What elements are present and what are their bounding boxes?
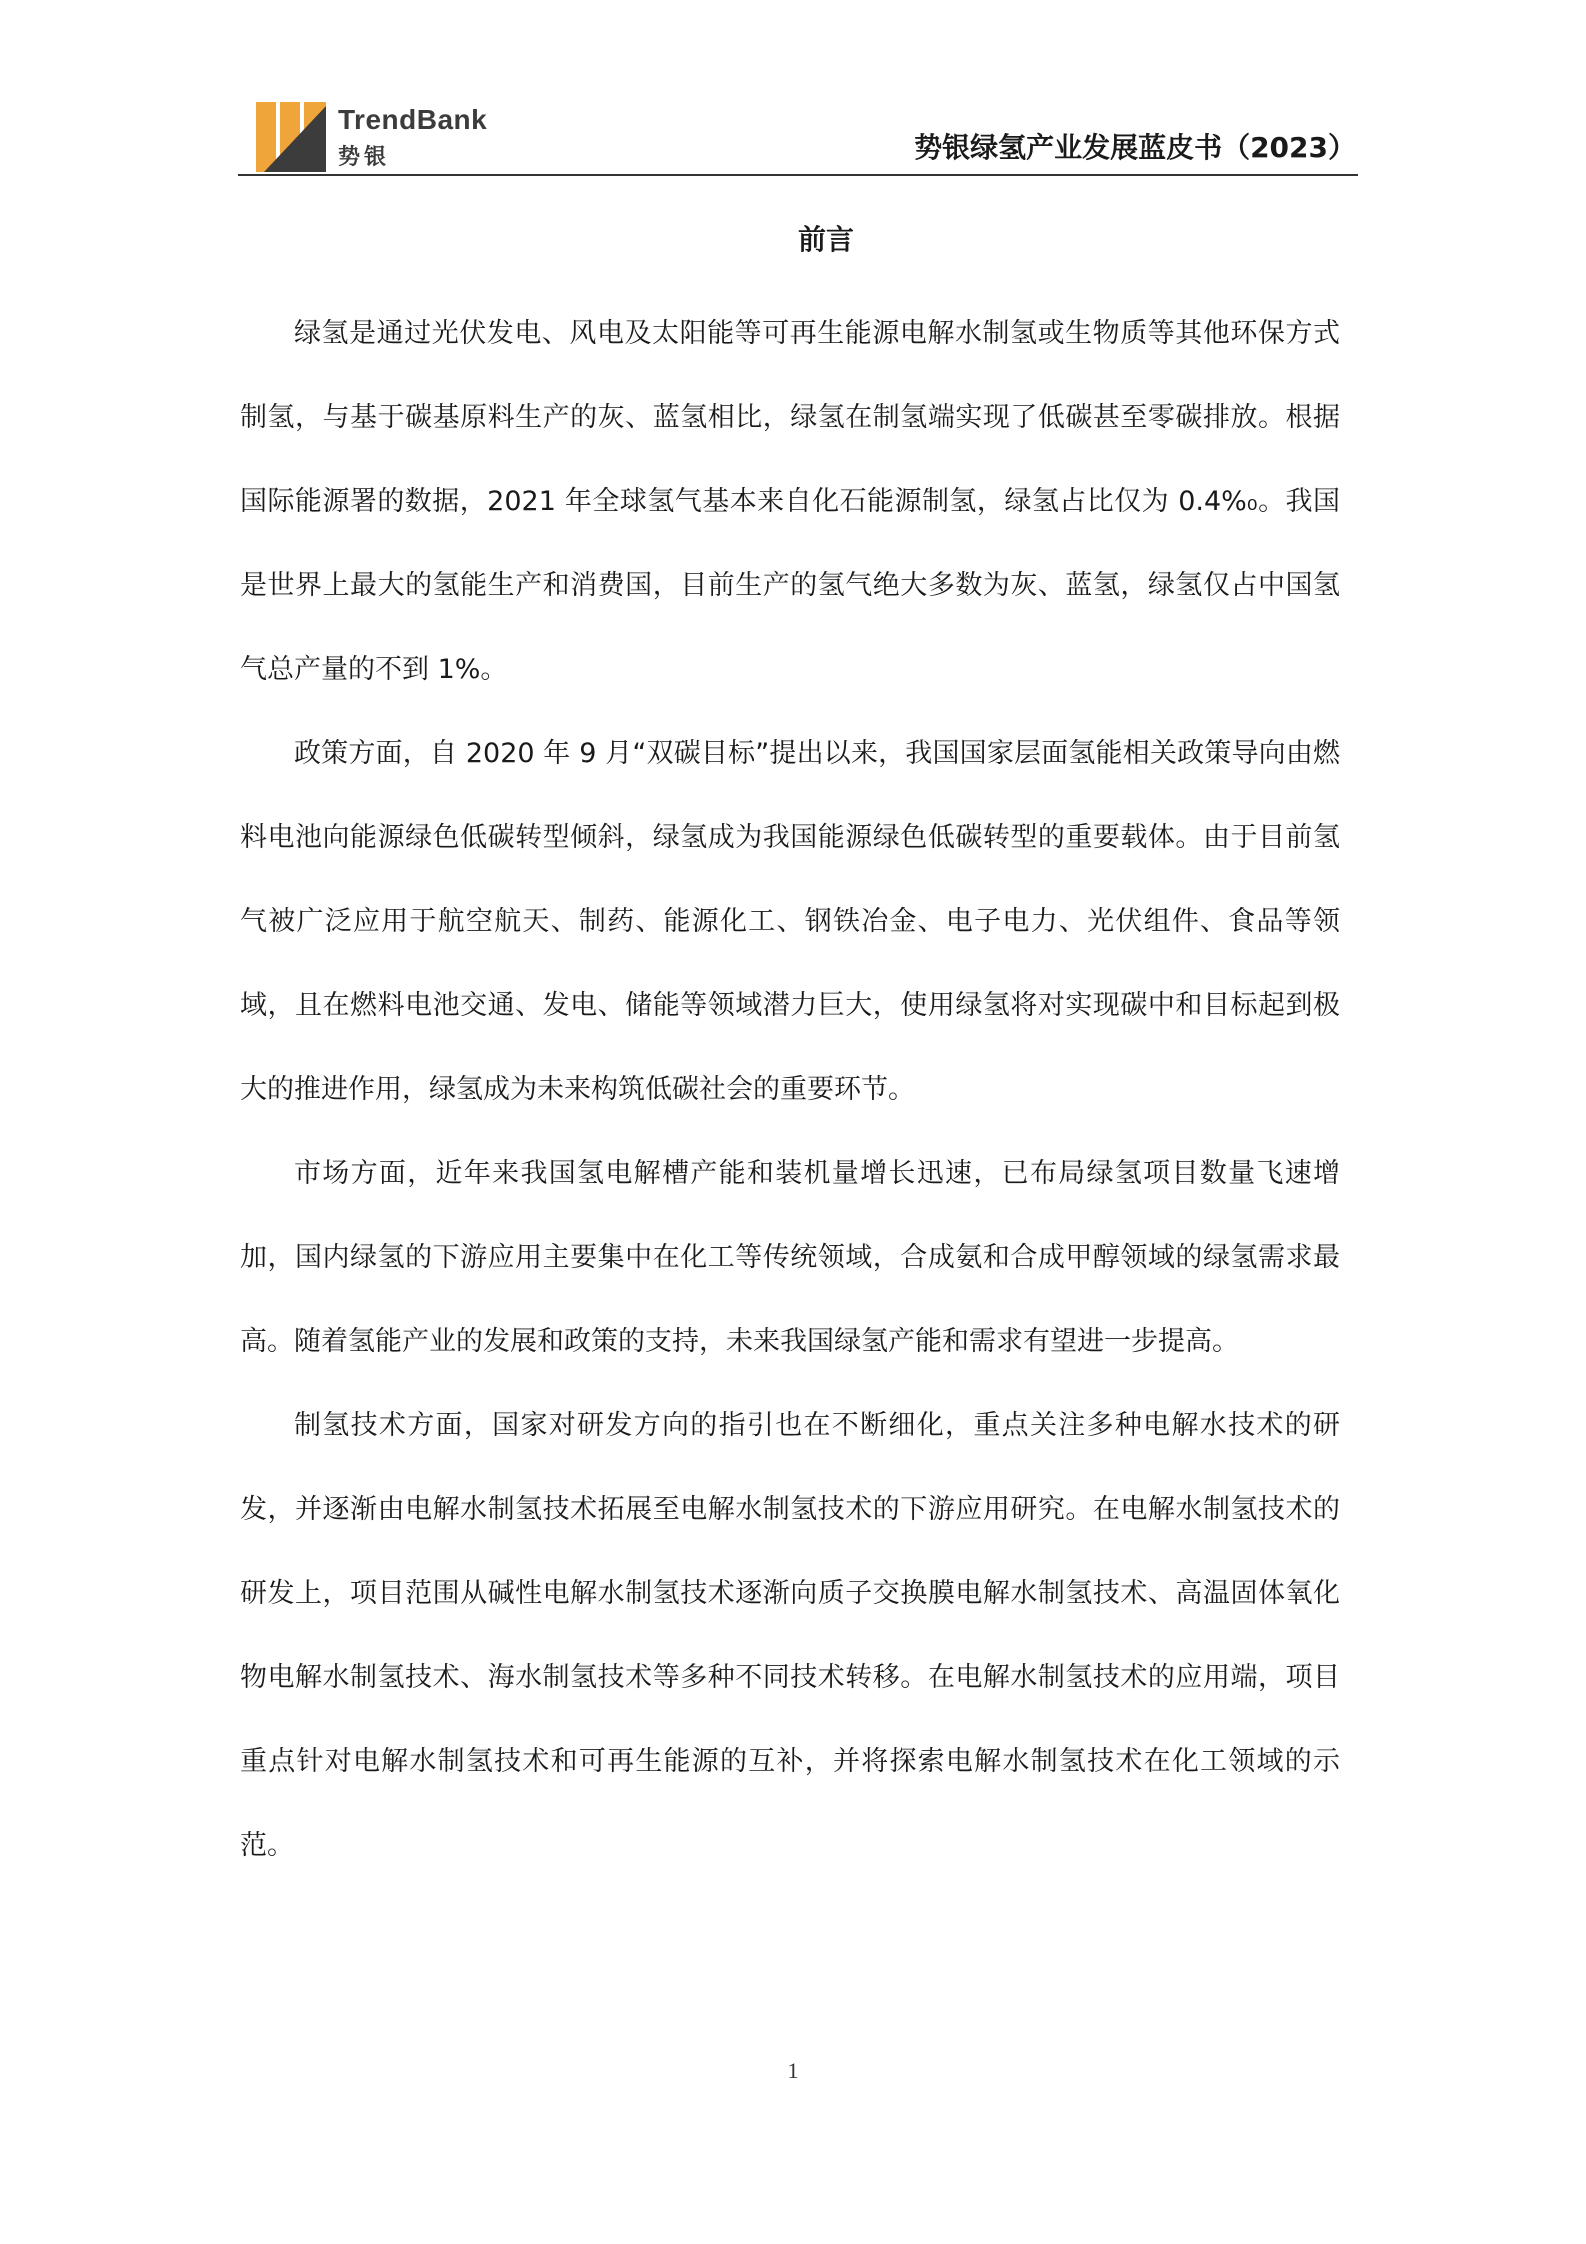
paragraph-technology: 制氢技术方面，国家对研发方向的指引也在不断细化，重点关注多种电解水技术的研发，并逐渐由电解水制氢技术拓展至电解水制氢技术的下游应用研究。在电解水制氢技术的研发上，项目范围从碱性电解水制氢技术逐渐向质子交换膜电解水制氢技术、高温固体氧化物电解水制氢技术、海水制氢技术等多种不同技术转移。在电解水制氢技术的应用端，项目重点针对电解水制氢技术和可再生能源的互补，并将探索电解水制氢技术在化工领域的示范。 xyxy=(240,1410,1340,1861)
header-divider xyxy=(238,174,1358,176)
paragraph-market: 市场方面，近年来我国氢电解槽产能和装机量增长迅速，已布局绿氢项目数量飞速增加，国内绿氢的下游应用主要集中在化工等传统领域，合成氨和合成甲醇领域的绿氢需求最高。随着氢能产业的发展和政策的支持，未来我国绿氢产能和需求有望进一步提高。 xyxy=(240,1158,1340,1357)
brand-name-cn: 势银 xyxy=(338,145,391,170)
document-header-title: 势银绿氢产业发展蓝皮书（2023） xyxy=(914,131,1356,164)
paragraph-green-hydrogen-intro: 绿氢是通过光伏发电、风电及太阳能等可再生能源电解水制氢或生物质等其他环保方式制氢，与基于碳基原料生产的灰、蓝氢相比，绿氢在制氢端实现了低碳甚至零碳排放。根据国际能源署的数据，2021 年全球氢气基本来自化石能源制氢，绿氢占比仅为 0.4%₀。我国是世界上最大的氢能生产和消费国，目前生产的氢气绝大多数为灰、蓝氢，绿氢仅占中国氢气总产量的不到 1%。 xyxy=(240,318,1340,685)
trendbank-logo-mark-icon xyxy=(256,102,326,172)
page-number: 1 xyxy=(787,2058,799,2083)
trendbank-logo xyxy=(256,100,556,172)
document-body xyxy=(240,292,1340,1888)
brand-name-en: TrendBank xyxy=(338,104,488,135)
section-title: 前言 xyxy=(797,223,854,256)
paragraph-policy: 政策方面，自 2020 年 9 月“双碳目标”提出以来，我国国家层面氢能相关政策导向由燃料电池向能源绿色低碳转型倾斜，绿氢成为我国能源绿色低碳转型的重要载体。由于目前氢气被广泛应用于航空航天、制药、能源化工、钢铁冶金、电子电力、光伏组件、食品等领域，且在燃料电池交通、发电、储能等领域潜力巨大，使用绿氢将对实现碳中和目标起到极大的推进作用，绿氢成为未来构筑低碳社会的重要环节。 xyxy=(240,738,1340,1105)
